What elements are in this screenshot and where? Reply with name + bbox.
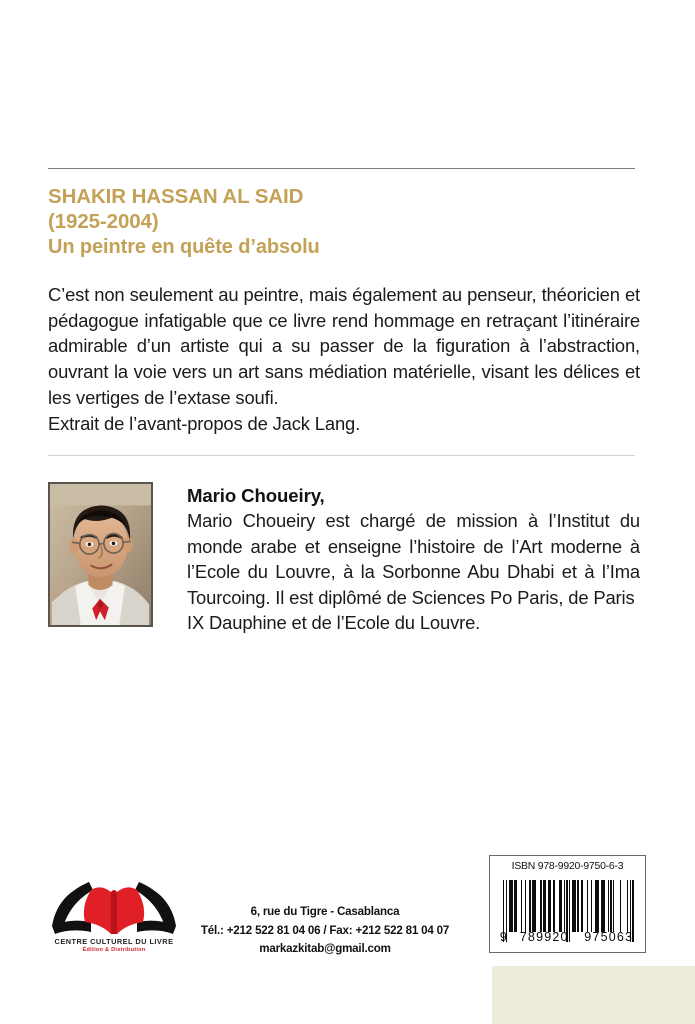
isbn-barcode [489,855,646,953]
divider-top [48,168,635,169]
publisher-phone-fax: Tél.: +212 522 81 04 06 / Fax: +212 522 81 04 07 [200,923,450,937]
spine-edge-block [492,966,695,1024]
publisher-contact [180,903,470,959]
blurb-paragraph [48,282,640,436]
author-bio-last-line: IX Dauphine et de l’Ecole du Louvre. [187,612,481,633]
publisher-address: 6, rue du Tigre - Casablanca [250,905,400,918]
barcode-digit-group-1: 789920 [519,930,569,944]
open-book-icon [47,878,181,936]
book-title-dates: (1925-2004) [48,210,159,233]
isbn-number: ISBN 978-9920-9750-6-3 [511,861,624,872]
barcode-bars [503,880,634,932]
publisher-tagline: Édition & Distribution [82,947,146,953]
barcode-digit-lead: 9 [499,930,509,944]
publisher-email: markazkitab@gmail.com [259,942,391,955]
barcode-digit-group-2: 975063 [584,930,634,944]
publisher-logo [47,878,181,962]
book-title-name: SHAKIR HASSAN AL SAID [48,185,304,208]
author-bio [187,508,640,636]
author-portrait-photo [48,482,153,627]
blurb-attribution: Extrait de l’avant-propos de Jack Lang. [48,412,361,434]
author-name: Mario Choueiry, [187,485,325,506]
title-block [48,184,648,261]
author-bio-body: Mario Choueiry est chargé de mission à l’Institut du monde arabe et enseigne l’histoire de l’Art moderne à l’Ecole du Louvre, à la Sorbonne Abu Dhabi et à l’Ima Tourcoing. Il est diplômé de Sciences Po Paris, de Paris [187,510,640,608]
book-subtitle: Un peintre en quête d’absolu [48,236,320,258]
author-text-block [187,483,640,636]
blurb-body: C’est non seulement au peintre, mais également au penseur, théoricien et pédagogue infatigable que ce livre rend hommage en retraçant l’itinéraire admirable d’un artiste qui a su passer de la figuration à l’abstraction, ouvrant la voie vers un art sans médiation matérielle, visant les délices et les vertiges de l’extase soufi. [48,284,640,408]
barcode-digits [496,930,641,944]
publisher-name: CENTRE CULTUREL DU LIVRE [54,937,174,946]
divider-middle [48,455,635,456]
